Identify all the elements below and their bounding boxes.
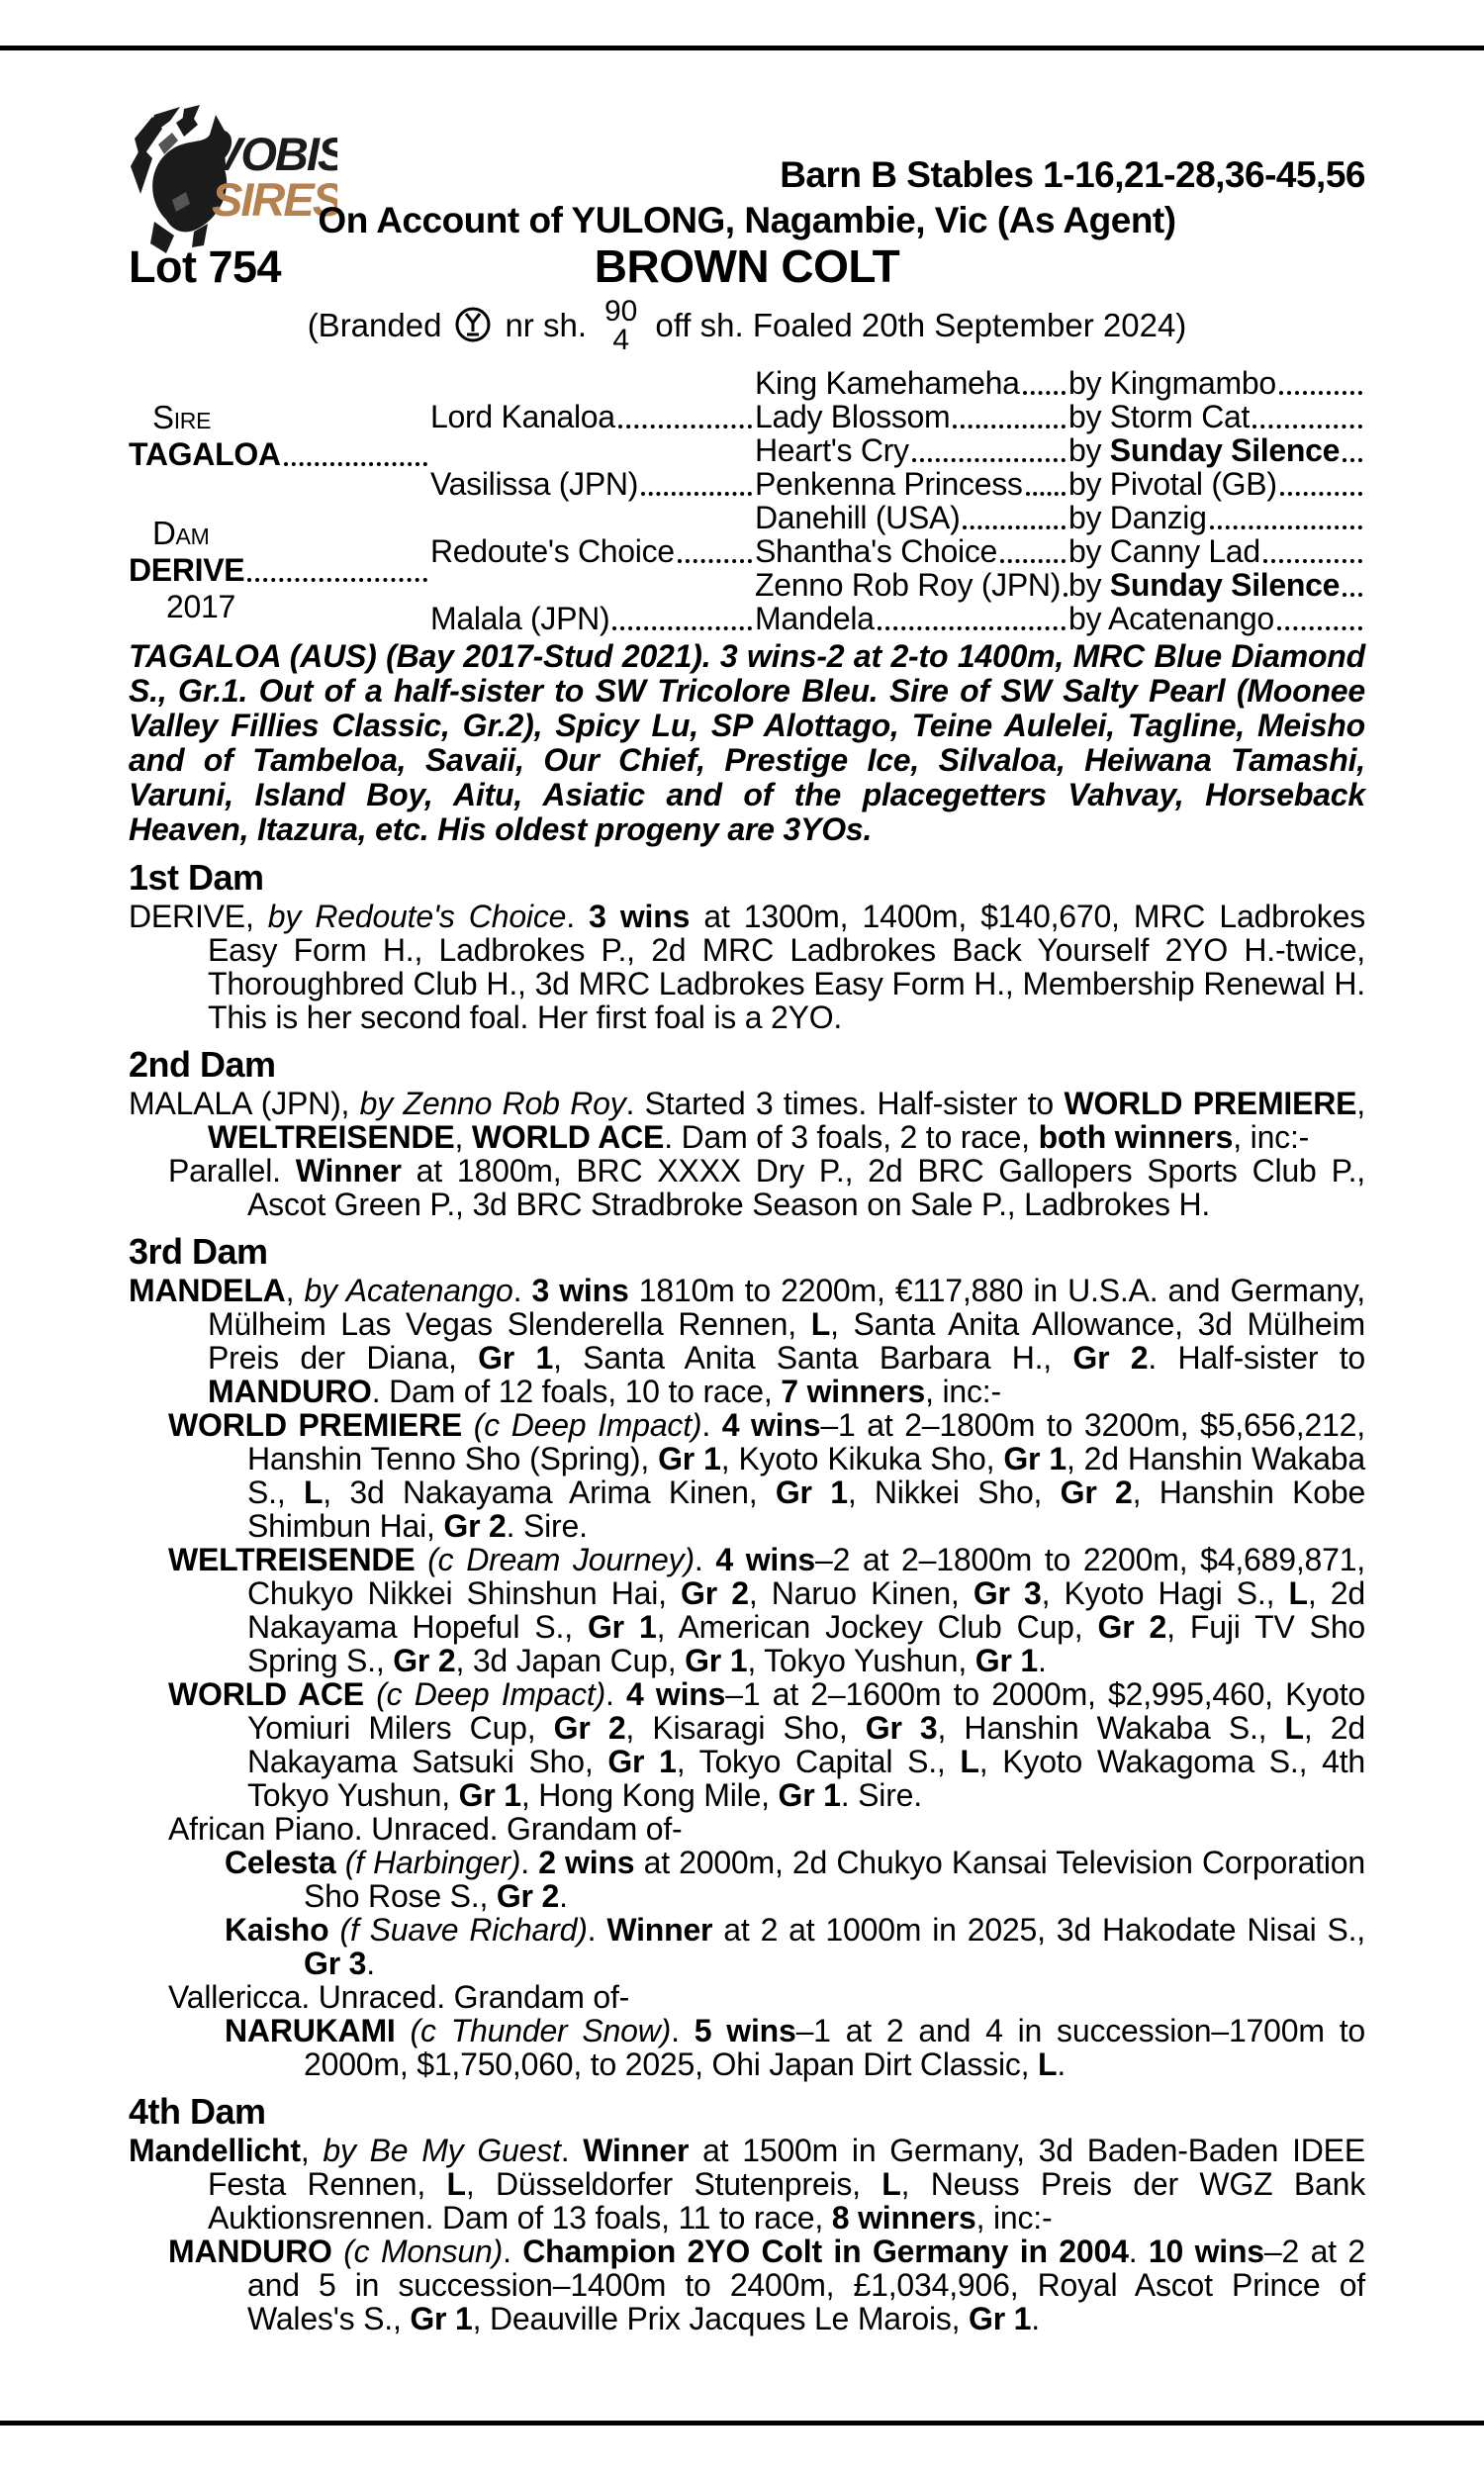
page-title: BROWN COLT [594,240,900,292]
dam-heading: 2nd Dam [129,1044,276,1085]
dot-leader [1026,492,1066,496]
dot-leader [1343,458,1362,462]
brand-number-bottom: 4 [612,324,630,356]
dot-leader [641,492,752,496]
dam-entry: MALALA (JPN), by Zenno Rob Roy. Started 3 times. Half-sister to WORLD PREMIERE, WELTREISENDE, WORLD ACE. Dam of 3 foals, 2 to race, both winners, inc:- [129,1086,1365,1155]
dot-leader [1210,525,1362,529]
progeny-entry: MANDURO (c Monsun). Champion 2YO Colt in Germany in 2004. 10 wins–2 at 2 and 5 in succession–1400m to 2400m, £1,034,906, Royal Ascot Prince of Wales's S., Gr 1, Deauville Prix Jacques Le Marois, Gr 1. [168,2234,1365,2336]
gen3-by-row [1068,503,1365,536]
dot-leader [618,425,752,428]
dot-leader [247,578,427,582]
gen3-name-row [755,570,1068,604]
brand-number [604,297,637,354]
gen3-name-row [755,368,1068,402]
dam-name: DERIVE [129,552,245,588]
grand-progeny-entry: Celesta (f Harbinger). 2 wins at 2000m, 2d Chukyo Kansai Television Corporation Sho Rose S., Gr 2. [225,1845,1365,1914]
dot-leader [1279,391,1362,395]
dot-leader [912,458,1066,462]
sire-summary: TAGALOA (AUS) (Bay 2017-Stud 2021). 3 wins-2 at 2-to 1400m, MRC Blue Diamond S., Gr.1. Out of a half-sister to SW Tricolore Bleu. Sire of SW Salty Pearl (Moonee Valley Fillies Classic, Gr.2), Spicy Lu, SP Alottago, Teine Aulelei, Tagline, Meisho and of Tambeloa, Savaii, Our Chief, Prestige Ice, Silvaloa, Heiwana Tamashi, Varuni, Island Boy, Aitu, Asiatic and of the placegetters Vahvay, Horseback Heaven, Itazura, etc. His oldest progeny are 3YOs. [129,638,1365,847]
gen3-by-name: by Danzig [1068,503,1207,535]
gen3-by-row [1068,604,1365,637]
brand-number-top: 90 [604,295,638,328]
gen3-name-row [755,503,1068,536]
gen3-name-row [755,536,1068,570]
dam-heading: 3rd Dam [129,1231,268,1272]
dot-leader [1343,593,1362,597]
dam-name-row [129,552,430,589]
progeny-entry: Vallericca. Unraced. Grandam of- [168,1979,630,2015]
dot-leader [878,626,1066,630]
sire-label: Sire [152,398,212,435]
gen3-name-row [755,604,1068,637]
dot-leader [963,525,1066,529]
barn-line: Barn B Stables 1-16,21-28,36-45,56 [780,154,1365,195]
dam-entry: Mandellicht, by Be My Guest. Winner at 1500m in Germany, 3d Baden-Baden IDEE Festa Rennen, L, Düsseldorfer Stutenpreis, L, Neuss Preis der WGZ Bank Auktionsrennen. Dam of 13 foals, 11 to race, 8 winners, inc:- [129,2133,1365,2236]
account-line: On Account of YULONG, Nagambie, Vic (As Agent) [318,200,1176,240]
gen3-name: Shantha's Choice [755,536,998,569]
dot-leader [1000,559,1066,563]
gen2-name: Redoute's Choice [430,533,675,569]
gen3-by-row [1068,435,1365,469]
gen3-by-name: by Sunday Silence [1068,570,1341,603]
gen3-name: King Kamehameha [755,368,1020,401]
dot-leader [1280,492,1362,496]
gen3-by-row [1068,402,1365,435]
pedigree-table [129,368,1365,637]
lot-number: Lot 754 [129,241,282,292]
dot-leader [1023,391,1066,395]
branded-mid: nr sh. [505,307,587,343]
gen3-name: Mandela [755,604,875,636]
gen2-row [430,368,755,435]
gen3-by-row [1068,469,1365,503]
branded-prefix: (Branded [307,307,442,343]
gen3-name: Lady Blossom [755,402,951,434]
gen3-by-row [1068,368,1365,402]
gen3-by-name: by Canny Lad [1068,536,1260,569]
gen3-by-name: by Storm Cat [1068,402,1251,434]
bottom-rule [0,2421,1484,2426]
grand-progeny-entry: Kaisho (f Suave Richard). Winner at 2 at 1000m in 2025, 3d Hakodate Nisai S., Gr 3. [225,1912,1365,1981]
sire-name-row [129,436,430,473]
branding-line [129,297,1365,354]
gen3-name-row [755,402,1068,435]
pedigree-text-block [129,639,1365,2335]
gen3-by-row [1068,536,1365,570]
gen3-by-row [1068,570,1365,604]
progeny-entry: WORLD PREMIERE (c Deep Impact). 4 wins–1 at 2–1800m to 3200m, $5,656,212, Hanshin Tenno Sho (Spring), Gr 1, Kyoto Kikuka Sho, Gr 1, 2d Hanshin Wakaba S., L, 3d Nakayama Arima Kinen, Gr 1, Nikkei Sho, Gr 2, Hanshin Kobe Shimbun Hai, Gr 2. Sire. [168,1407,1366,1544]
dot-leader [1277,626,1362,630]
dam-year: 2017 [166,589,235,624]
dam-heading: 1st Dam [129,857,264,898]
gen2-row [430,435,755,503]
gen2-name: Lord Kanaloa [430,399,615,434]
dam-entry: MANDELA, by Acatenango. 3 wins 1810m to 2200m, €117,880 in U.S.A. and Germany, Mülheim Las Vegas Slenderella Rennen, L, Santa Anita Allowance, 3d Mülheim Preis der Diana, Gr 1, Santa Anita Santa Barbara H., Gr 2. Half-sister to MANDURO. Dam of 12 foals, 10 to race, 7 winners, inc:- [129,1273,1366,1409]
dam-entry: DERIVE, by Redoute's Choice. 3 wins at 1300m, 1400m, $140,670, MRC Ladbrokes Easy Form H., Ladbrokes P., 2d MRC Ladbrokes Back Yourself 2YO H.-twice, Thoroughbred Club H., 3d MRC Ladbrokes Easy Form H., Membership Renewal H. This is her second foal. Her first foal is a 2YO. [129,899,1365,1035]
dot-leader [284,462,427,466]
dot-leader [953,425,1066,428]
gen3-by-name: by Kingmambo [1068,368,1276,401]
gen3-name-row [755,435,1068,469]
dam-label: Dam [152,515,210,551]
gen2-name: Malala (JPN) [430,601,610,636]
sire-cell [129,368,430,503]
grand-progeny-entry: NARUKAMI (c Thunder Snow). 5 wins–1 at 2 and 4 in succession–1700m to 2000m, $1,750,060, to 2025, Ohi Japan Dirt Classic, L. [225,2013,1365,2082]
gen3-by-name: by Sunday Silence [1068,435,1341,468]
progeny-entry: African Piano. Unraced. Grandam of- [168,1811,683,1847]
gen3-name: Danehill (USA) [755,503,961,535]
gen2-row [430,570,755,637]
progeny-entry: WORLD ACE (c Deep Impact). 4 wins–1 at 2–1600m to 2000m, $2,995,460, Kyoto Yomiuri Milers Cup, Gr 2, Kisaragi Sho, Gr 3, Hanshin Wakaba S., L, 2d Nakayama Satsuki Sho, Gr 1, Tokyo Capital S., L, Kyoto Wakagoma S., 4th Tokyo Yushun, Gr 1, Hong Kong Mile, Gr 1. Sire. [168,1676,1365,1813]
gen3-name-row [755,469,1068,503]
gen3-by-name: by Acatenango [1068,604,1274,636]
dam-sections [129,857,1366,2336]
dot-leader [612,626,752,630]
gen3-name: Heart's Cry [755,435,909,468]
dam-heading: 4th Dam [129,2091,266,2132]
dam-cell [129,503,430,637]
dot-leader [1252,425,1362,428]
progeny-entry: WELTREISENDE (c Dream Journey). 4 wins–2 at 2–1800m to 2200m, $4,689,871, Chukyo Nikkei Shinshun Hai, Gr 2, Naruo Kinen, Gr 3, Kyoto Hagi S., L, 2d Nakayama Hopeful S., Gr 1, American Jockey Club Cup, Gr 2, Fuji TV Sho Spring S., Gr 2, 3d Japan Cup, Gr 1, Tokyo Yushun, Gr 1. [168,1542,1366,1678]
branded-suffix: off sh. Foaled 20th September 2024) [655,307,1187,343]
logo-line1: VOBIS [212,128,337,180]
progeny-entry: Parallel. Winner at 1800m, BRC XXXX Dry P., 2d BRC Gallopers Sports Club P., Ascot Green P., 3d BRC Stradbroke Season on Sale P., Ladbrokes H. [168,1153,1365,1222]
brand-mark-icon [453,304,493,347]
gen3-name: Penkenna Princess [755,469,1023,502]
dot-leader [1263,559,1362,563]
logo-line2: SIRES [212,173,337,226]
gen3-name: Zenno Rob Roy (JPN) [755,570,1062,603]
gen2-name: Vasilissa (JPN) [430,466,639,502]
gen3-by-name: by Pivotal (GB) [1068,469,1277,502]
sire-name: TAGALOA [129,435,281,472]
gen2-row [430,503,755,570]
dot-leader [678,559,752,563]
top-rule [0,46,1484,50]
